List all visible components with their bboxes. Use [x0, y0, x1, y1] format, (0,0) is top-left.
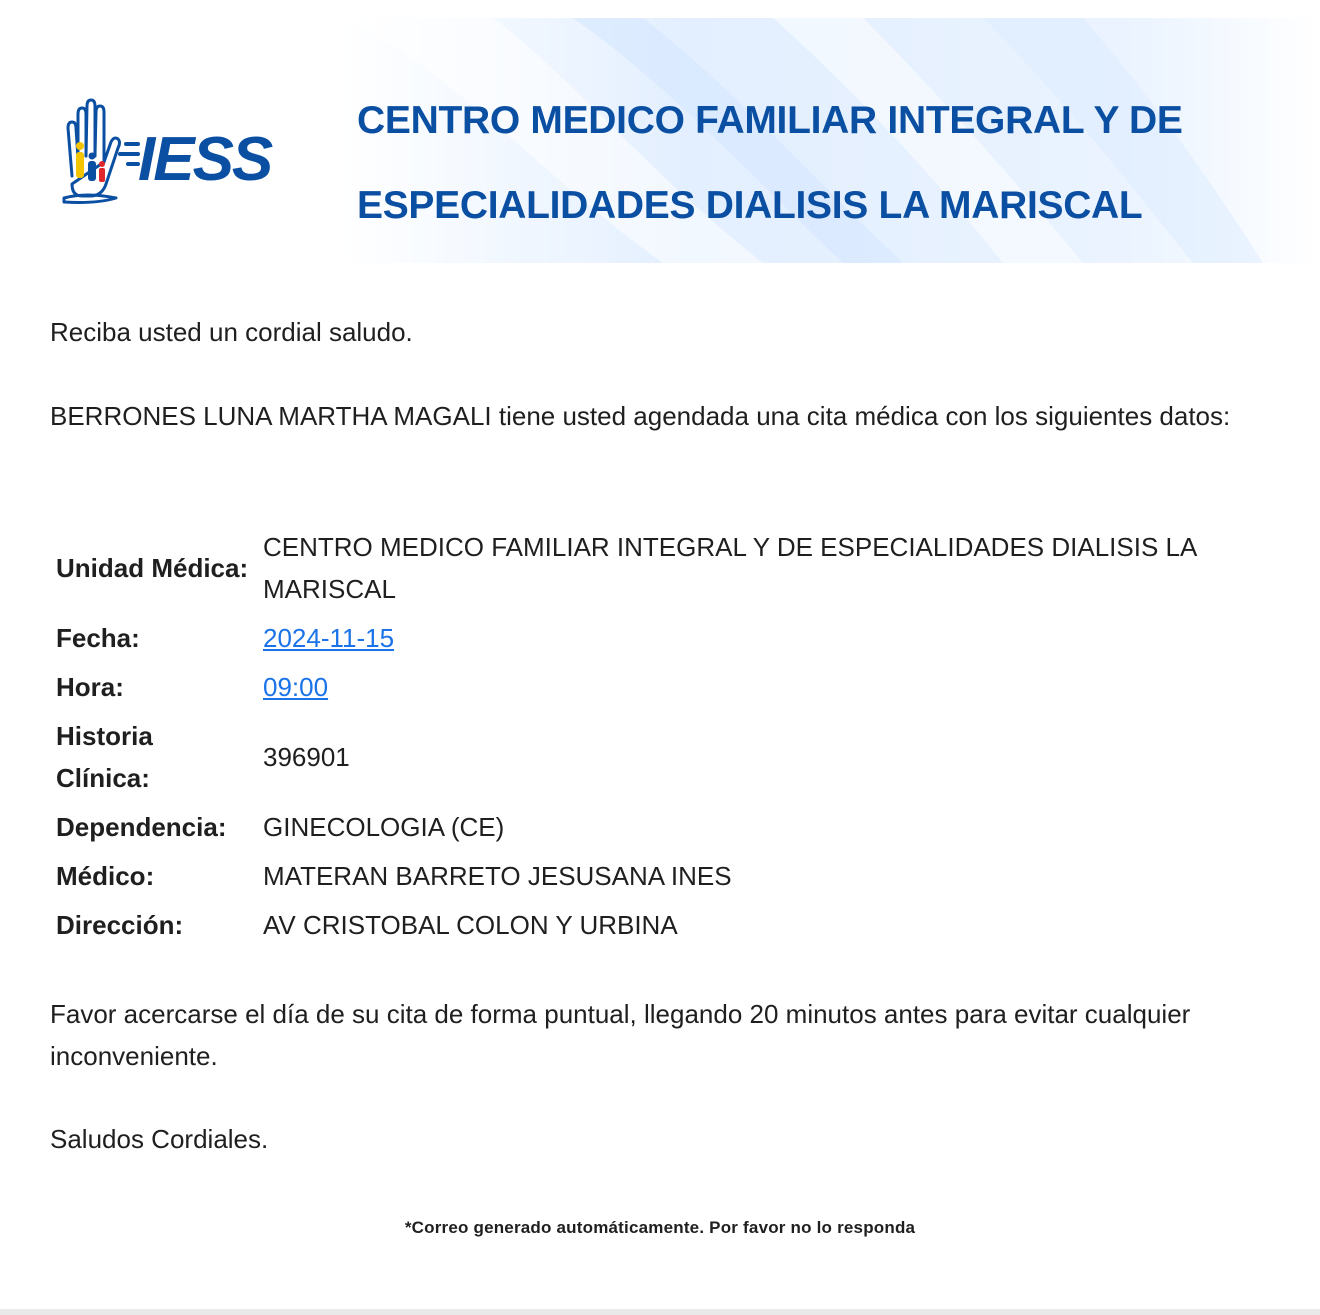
detail-label: Historia Clínica:	[56, 721, 153, 793]
detail-value: AV CRISTOBAL COLON Y URBINA	[263, 910, 678, 940]
detail-label: Dependencia:	[56, 812, 227, 842]
detail-label: Unidad Médica:	[56, 553, 249, 583]
time-link[interactable]: 09:00	[263, 672, 329, 702]
detail-value: MATERAN BARRETO JESUSANA INES	[263, 861, 732, 891]
bottom-divider	[0, 1309, 1320, 1315]
detail-row	[52, 799, 1257, 848]
detail-row	[52, 897, 1257, 946]
page-title	[357, 78, 1297, 248]
detail-value: CENTRO MEDICO FAMILIAR INTEGRAL Y DE ESPECIALIDADES DIALISIS LA MARISCAL	[263, 532, 1196, 604]
detail-row	[52, 526, 1257, 610]
detail-label: Hora:	[56, 672, 124, 702]
greeting-text: Reciba usted un cordial saludo.	[50, 317, 413, 347]
detail-value: 396901	[263, 742, 350, 772]
punctuality-note: Favor acercarse el día de su cita de forma puntual, llegando 20 minutos antes para evitar cualquier inconveniente.	[50, 999, 1191, 1071]
intro-text: BERRONES LUNA MARTHA MAGALI tiene usted agendada una cita médica con los siguientes datos:	[50, 401, 1231, 431]
detail-value: GINECOLOGIA (CE)	[263, 812, 505, 842]
iess-wordmark: IESS	[138, 125, 272, 194]
hand-family-icon	[56, 98, 276, 206]
detail-row	[52, 610, 1257, 659]
iess-logo	[56, 98, 276, 206]
closing-text: Saludos Cordiales.	[50, 1124, 269, 1154]
date-link[interactable]: 2024-11-15	[263, 623, 395, 653]
title-line-1: CENTRO MEDICO FAMILIAR INTEGRAL Y DE	[357, 99, 1183, 142]
detail-row	[52, 848, 1257, 897]
auto-generated-notice: *Correo generado automáticamente. Por favor no lo responda	[404, 1218, 916, 1237]
detail-row	[52, 708, 1257, 799]
detail-label: Médico:	[56, 861, 155, 891]
detail-row	[52, 659, 1257, 708]
detail-label: Fecha:	[56, 623, 140, 653]
email-header	[0, 18, 1320, 263]
appointment-details-table	[52, 526, 1257, 946]
detail-label: Dirección:	[56, 910, 184, 940]
title-line-2: ESPECIALIDADES DIALISIS LA MARISCAL	[357, 184, 1143, 227]
